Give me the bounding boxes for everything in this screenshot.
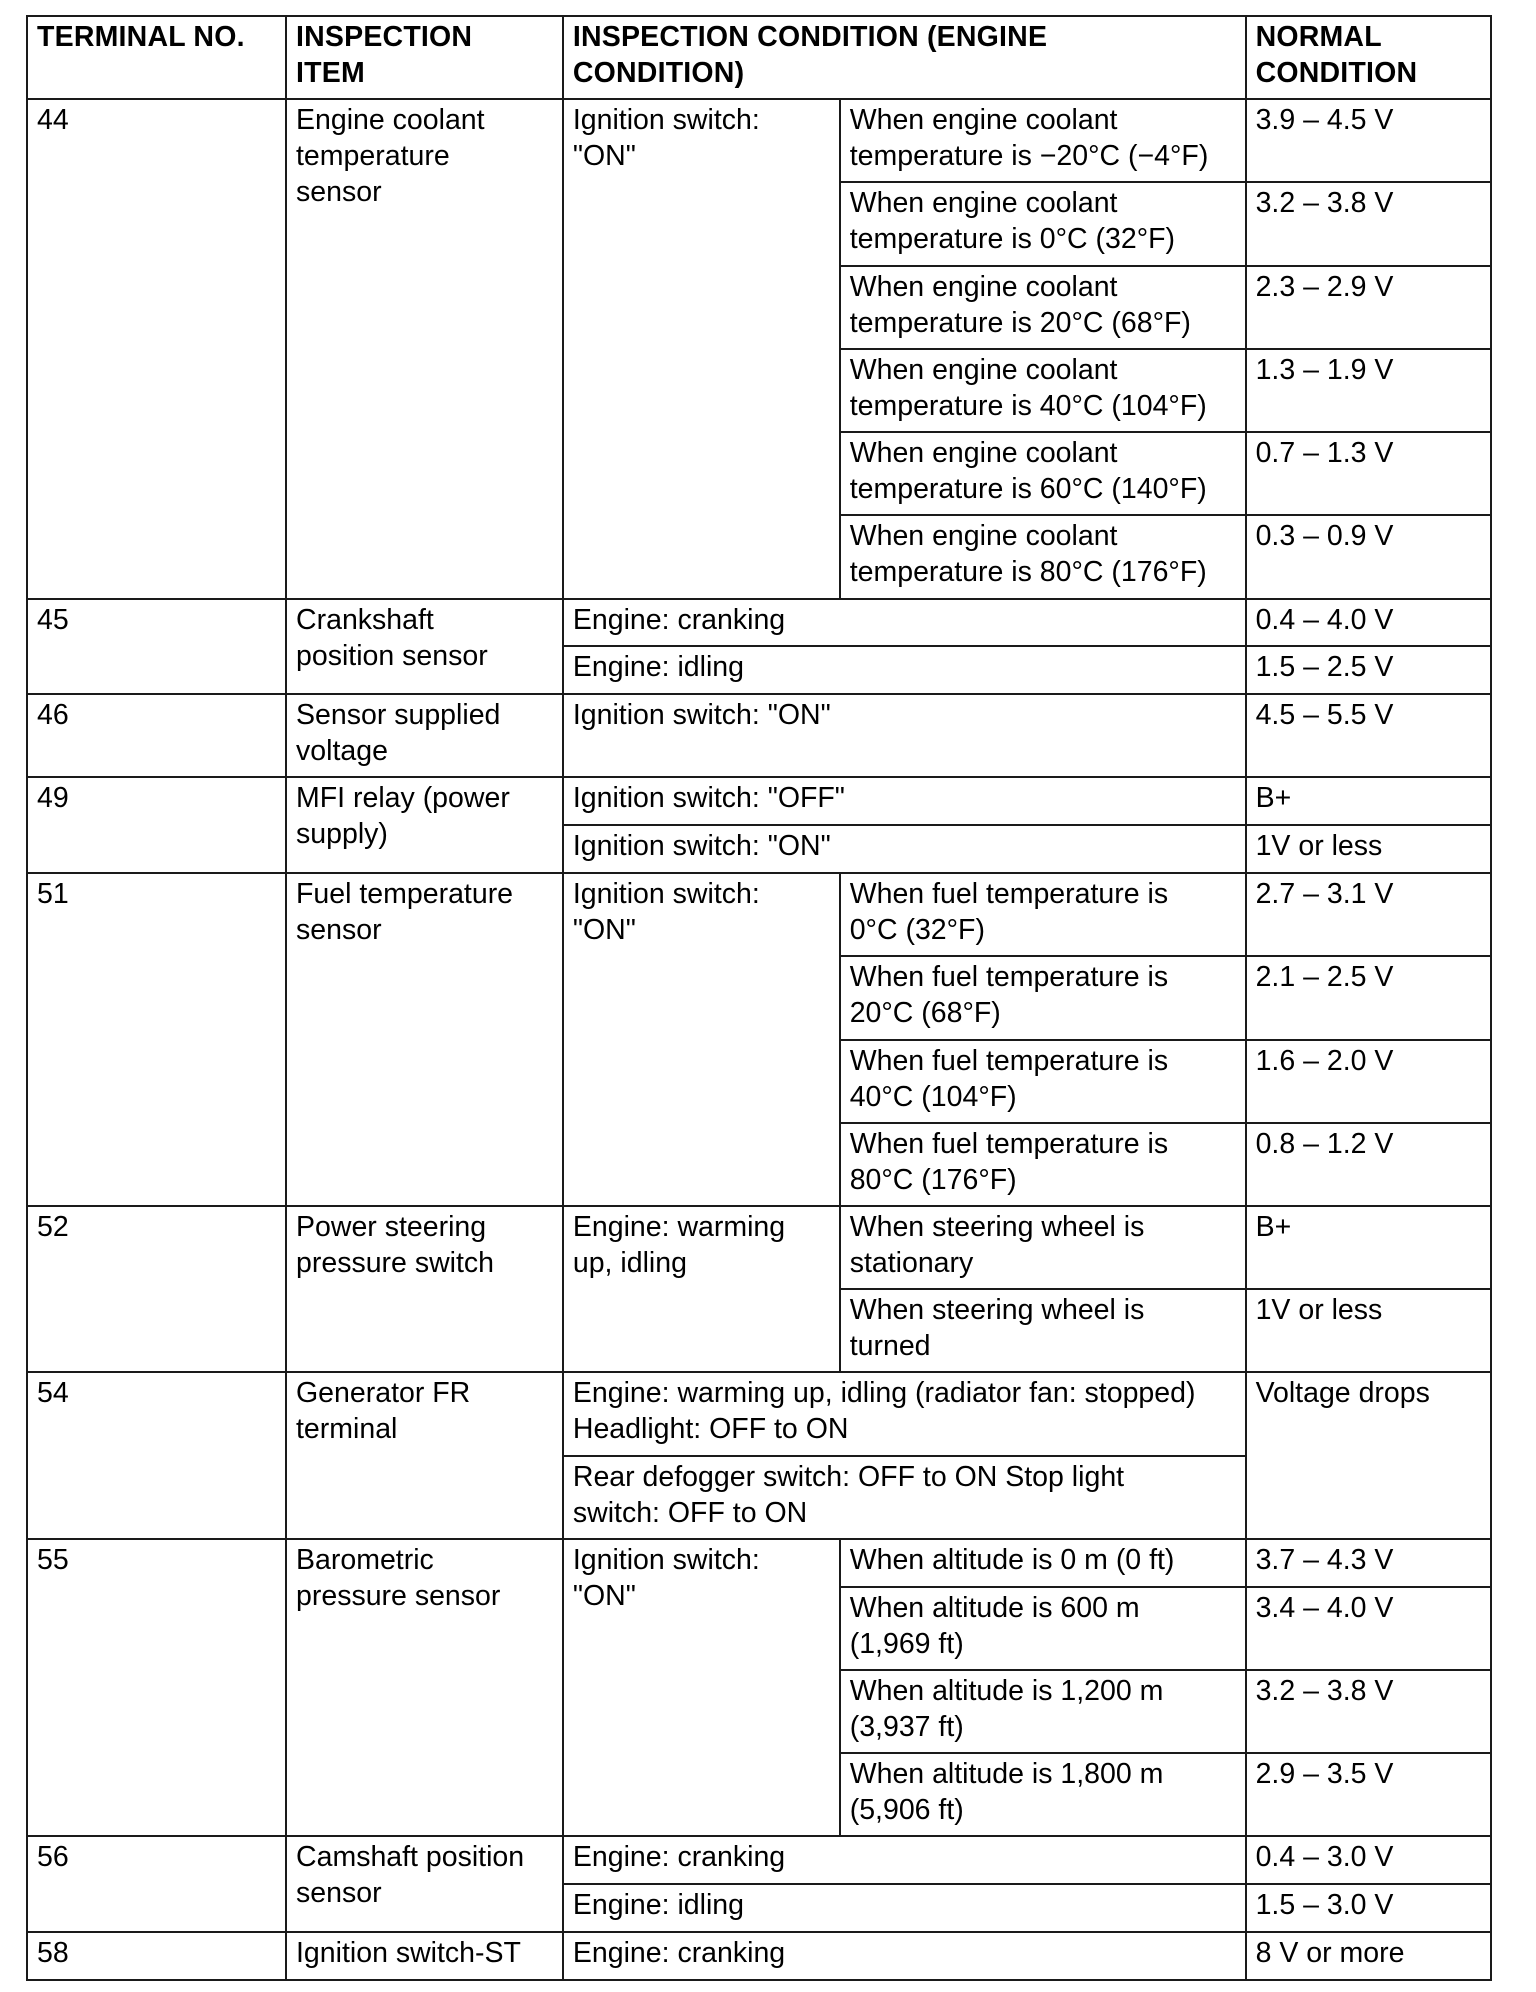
terminal-number: 51 (27, 873, 286, 1206)
normal-condition: 2.1 – 2.5 V (1246, 956, 1491, 1039)
normal-condition: Voltage drops (1246, 1372, 1491, 1538)
condition-detail: When altitude is 0 m (0 ft) (840, 1539, 1246, 1587)
normal-condition: 2.7 – 3.1 V (1246, 873, 1491, 956)
table-row (27, 873, 1491, 956)
terminal-number: 46 (27, 694, 286, 777)
table-row (27, 777, 1491, 825)
condition-detail: When engine coolant temperature is 20°C (68°F) (840, 266, 1246, 349)
condition-detail: When engine coolant temperature is 60°C (140°F) (840, 432, 1246, 515)
table-row (27, 1932, 1491, 1980)
inspection-item: Crankshaft position sensor (286, 599, 563, 695)
condition-detail: When fuel temperature is 0°C (32°F) (840, 873, 1246, 956)
inspection-condition: Engine: cranking (563, 599, 1246, 647)
normal-condition: 1.6 – 2.0 V (1246, 1040, 1491, 1123)
normal-condition: 3.4 – 4.0 V (1246, 1587, 1491, 1670)
normal-condition: 3.9 – 4.5 V (1246, 99, 1491, 182)
normal-condition: B+ (1246, 777, 1491, 825)
table-row (27, 1206, 1491, 1289)
inspection-condition: Ignition switch: "ON" (563, 694, 1246, 777)
condition-detail: When engine coolant temperature is −20°C (−4°F) (840, 99, 1246, 182)
condition-detail: When altitude is 1,800 m (5,906 ft) (840, 1753, 1246, 1836)
normal-condition: 0.3 – 0.9 V (1246, 515, 1491, 598)
condition-detail: When engine coolant temperature is 80°C (176°F) (840, 515, 1246, 598)
normal-condition: 1.5 – 2.5 V (1246, 646, 1491, 694)
normal-condition: 3.2 – 3.8 V (1246, 1670, 1491, 1753)
inspection-item: Sensor supplied voltage (286, 694, 563, 777)
table-row (27, 1836, 1491, 1884)
inspection-condition: Ignition switch: "ON" (563, 825, 1246, 873)
normal-condition: 0.7 – 1.3 V (1246, 432, 1491, 515)
terminal-number: 45 (27, 599, 286, 695)
normal-condition: 1.3 – 1.9 V (1246, 349, 1491, 432)
condition-detail: When altitude is 600 m (1,969 ft) (840, 1587, 1246, 1670)
inspection-item: Power steering pressure switch (286, 1206, 563, 1372)
inspection-condition: Engine: warming up, idling (563, 1206, 840, 1372)
terminal-number: 49 (27, 777, 286, 873)
inspection-condition: Engine: cranking (563, 1836, 1246, 1884)
inspection-condition: Rear defogger switch: OFF to ON Stop light switch: OFF to ON (563, 1456, 1246, 1539)
header-inspection-condition: INSPECTION CONDITION (ENGINE CONDITION) (563, 16, 1246, 99)
inspection-condition: Engine: idling (563, 646, 1246, 694)
header-row (27, 16, 1491, 99)
inspection-item: Camshaft position sensor (286, 1836, 563, 1932)
normal-condition: B+ (1246, 1206, 1491, 1289)
condition-detail: When fuel temperature is 40°C (104°F) (840, 1040, 1246, 1123)
inspection-condition: Ignition switch: "ON" (563, 873, 840, 1206)
normal-condition: 2.3 – 2.9 V (1246, 266, 1491, 349)
condition-detail: When steering wheel is turned (840, 1289, 1246, 1372)
normal-condition: 8 V or more (1246, 1932, 1491, 1980)
terminal-number: 56 (27, 1836, 286, 1932)
terminal-number: 55 (27, 1539, 286, 1837)
condition-detail: When fuel temperature is 20°C (68°F) (840, 956, 1246, 1039)
condition-detail: When altitude is 1,200 m (3,937 ft) (840, 1670, 1246, 1753)
terminal-inspection-table (26, 15, 1492, 1981)
inspection-condition: Engine: warming up, idling (radiator fan: stopped) Headlight: OFF to ON (563, 1372, 1246, 1455)
normal-condition: 0.4 – 3.0 V (1246, 1836, 1491, 1884)
condition-detail: When steering wheel is stationary (840, 1206, 1246, 1289)
normal-condition: 3.2 – 3.8 V (1246, 182, 1491, 265)
normal-condition: 4.5 – 5.5 V (1246, 694, 1491, 777)
inspection-condition: Ignition switch: "ON" (563, 1539, 840, 1837)
terminal-number: 54 (27, 1372, 286, 1538)
table-row (27, 99, 1491, 182)
inspection-item: Fuel temperature sensor (286, 873, 563, 1206)
inspection-table-container (26, 15, 1492, 1981)
inspection-condition: Engine: idling (563, 1884, 1246, 1932)
terminal-number: 44 (27, 99, 286, 598)
inspection-item: Ignition switch-ST (286, 1932, 563, 1980)
normal-condition: 0.8 – 1.2 V (1246, 1123, 1491, 1206)
inspection-item: Engine coolant temperature sensor (286, 99, 563, 598)
inspection-item: Generator FR terminal (286, 1372, 563, 1538)
table-row (27, 599, 1491, 647)
header-inspection-item: INSPECTION ITEM (286, 16, 563, 99)
inspection-item: Barometric pressure sensor (286, 1539, 563, 1837)
header-terminal-no: TERMINAL NO. (27, 16, 286, 99)
inspection-item: MFI relay (power supply) (286, 777, 563, 873)
normal-condition: 3.7 – 4.3 V (1246, 1539, 1491, 1587)
table-row (27, 1372, 1491, 1455)
condition-detail: When engine coolant temperature is 40°C (104°F) (840, 349, 1246, 432)
normal-condition: 1V or less (1246, 825, 1491, 873)
normal-condition: 2.9 – 3.5 V (1246, 1753, 1491, 1836)
normal-condition: 0.4 – 4.0 V (1246, 599, 1491, 647)
condition-detail: When fuel temperature is 80°C (176°F) (840, 1123, 1246, 1206)
terminal-number: 52 (27, 1206, 286, 1372)
normal-condition: 1V or less (1246, 1289, 1491, 1372)
inspection-condition: Ignition switch: "OFF" (563, 777, 1246, 825)
normal-condition: 1.5 – 3.0 V (1246, 1884, 1491, 1932)
header-normal-condition: NORMAL CONDITION (1246, 16, 1491, 99)
inspection-condition: Engine: cranking (563, 1932, 1246, 1980)
table-row (27, 1539, 1491, 1587)
table-row (27, 694, 1491, 777)
condition-detail: When engine coolant temperature is 0°C (32°F) (840, 182, 1246, 265)
inspection-condition: Ignition switch: "ON" (563, 99, 840, 598)
terminal-number: 58 (27, 1932, 286, 1980)
